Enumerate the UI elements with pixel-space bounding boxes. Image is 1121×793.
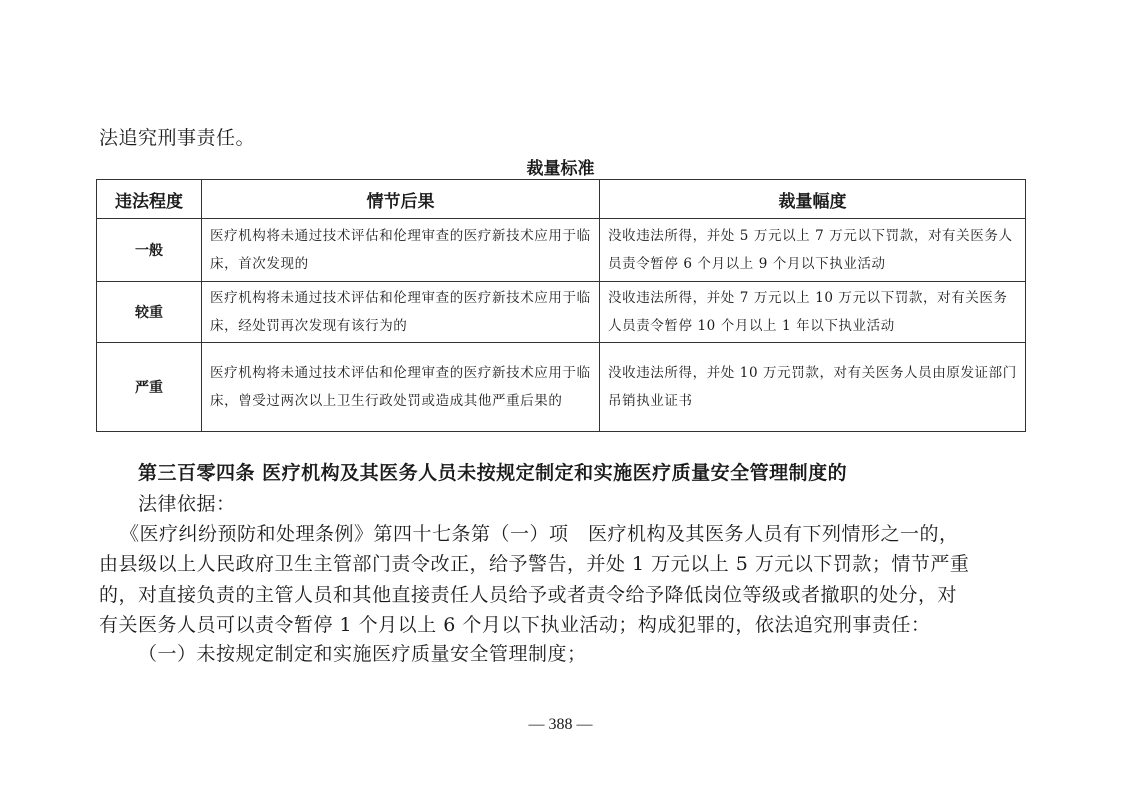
paragraph-line: 《医疗纠纷预防和处理条例》第四十七条第（一）项 医疗机构及其医务人员有下列情形之一的，	[120, 523, 959, 545]
severity-cell: 较重	[97, 282, 202, 343]
paragraph-line: 有关医务人员可以责令暂停 1 个月以上 6 个月以下执业活动；构成犯罪的，依法追究刑事责任：	[99, 614, 931, 636]
table-row	[97, 282, 1026, 343]
circumstance-cell: 医疗机构将未通过技术评估和伦理审查的医疗新技术应用于临床，经处罚再次发现有该行为的	[202, 282, 600, 343]
penalty-cell: 没收违法所得，并处 5 万元以上 7 万元以下罚款，对有关医务人员责令暂停 6 个月以上 9 个月以下执业活动	[600, 219, 1026, 282]
paragraph-line: 的，对直接负责的主管人员和其他直接责任人员给予或者责令给予降低岗位等级或者撤职的处分，对	[99, 584, 958, 606]
continued-text-line: 法追究刑事责任。	[99, 127, 256, 149]
paragraph-line: 由县级以上人民政府卫生主管部门责令改正，给予警告，并处 1 万元以上 5 万元以下罚款；情节严重	[99, 553, 970, 575]
header-severity: 违法程度	[97, 180, 202, 219]
table-row	[97, 219, 1026, 282]
circumstance-cell: 医疗机构将未通过技术评估和伦理审查的医疗新技术应用于临床，首次发现的	[202, 219, 600, 282]
header-penalty-range: 裁量幅度	[600, 180, 1026, 219]
severity-cell: 一般	[97, 219, 202, 282]
table-title: 裁量标准	[526, 159, 595, 179]
penalty-standard-table	[96, 179, 1026, 432]
penalty-cell: 没收违法所得，并处 10 万元罚款，对有关医务人员由原发证部门吊销执业证书	[600, 343, 1026, 432]
severity-cell: 严重	[97, 343, 202, 432]
legal-basis-label: 法律依据：	[138, 493, 236, 515]
penalty-cell: 没收违法所得，并处 7 万元以上 10 万元以下罚款，对有关医务人员责令暂停 10 个月以上 1 年以下执业活动	[600, 282, 1026, 343]
list-item: （一）未按规定制定和实施医疗质量安全管理制度；	[138, 643, 587, 665]
circumstance-cell: 医疗机构将未通过技术评估和伦理审查的医疗新技术应用于临床，曾受过两次以上卫生行政处罚或造成其他严重后果的	[202, 343, 600, 432]
page-number: — 388 —	[528, 716, 593, 733]
header-circumstance: 情节后果	[202, 180, 600, 219]
table-row	[97, 343, 1026, 432]
article-title: 第三百零四条 医疗机构及其医务人员未按规定制定和实施医疗质量安全管理制度的	[138, 462, 848, 484]
table-header-row	[97, 180, 1026, 219]
